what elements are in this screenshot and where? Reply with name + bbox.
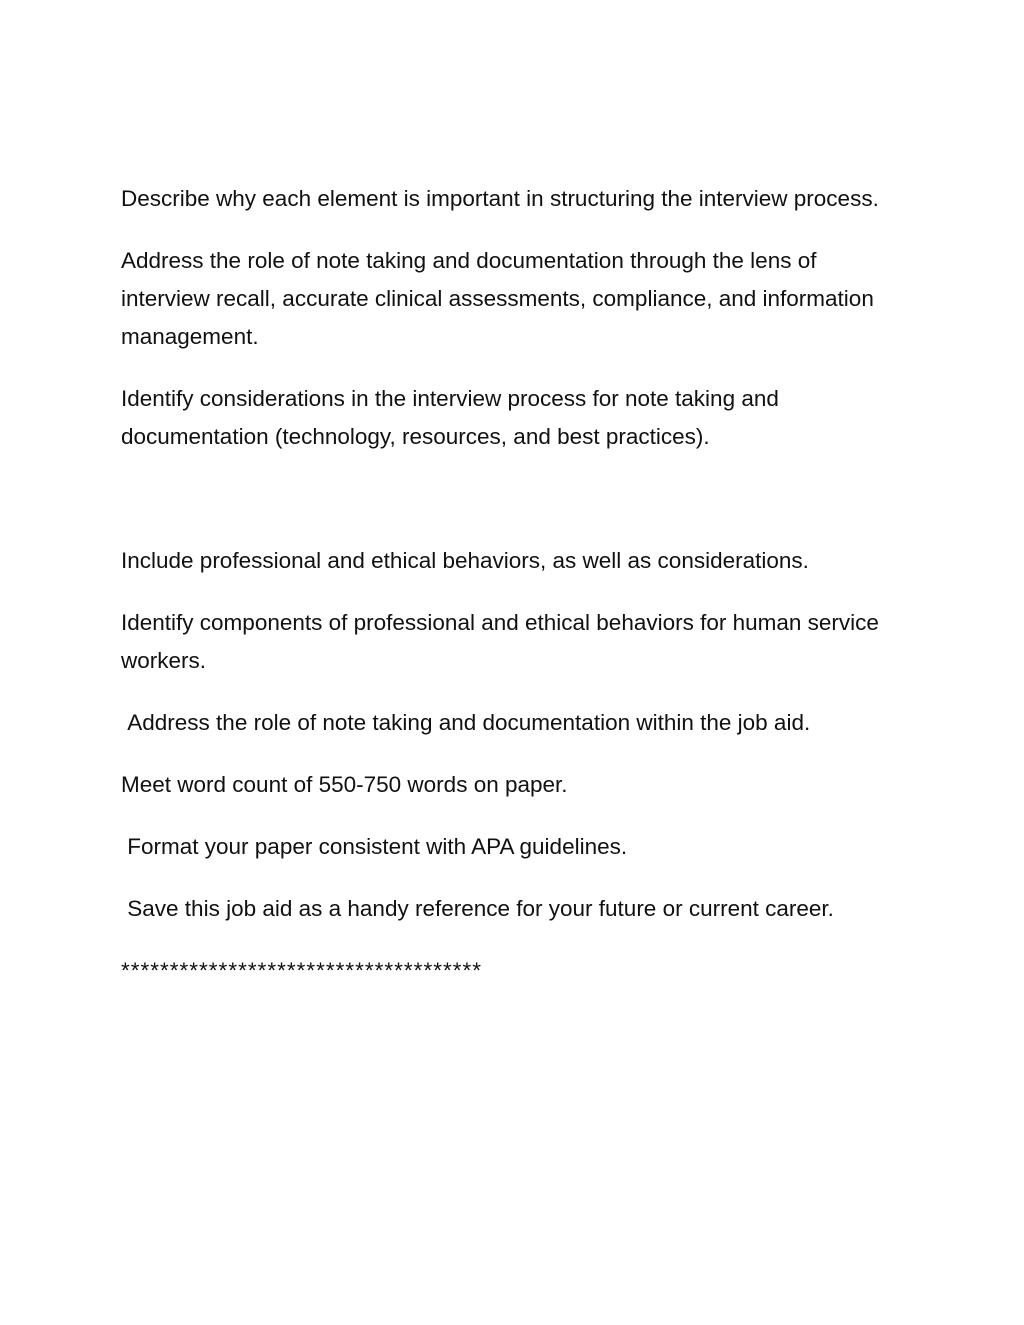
instruction-note-taking-role: Address the role of note taking and documentation through the lens of interview recall, accurate clinical assessments, compliance, and information management. bbox=[121, 248, 881, 349]
instruction-describe-elements: Describe why each element is important in structuring the interview process. bbox=[121, 186, 879, 211]
instruction-identify-considerations: Identify considerations in the interview process for note taking and documentation (technology, resources, and best practices). bbox=[121, 386, 786, 449]
instruction-job-aid-note-taking: Address the role of note taking and documentation within the job aid. bbox=[121, 710, 811, 735]
instruction-word-count: Meet word count of 550-750 words on paper. bbox=[121, 772, 568, 797]
instruction-identify-components: Identify components of professional and ethical behaviors for human service workers. bbox=[121, 610, 886, 673]
asterisk-separator: ************************************* bbox=[121, 958, 482, 983]
paragraph-gap bbox=[121, 480, 911, 542]
instruction-apa-format: Format your paper consistent with APA guidelines. bbox=[121, 834, 628, 859]
instruction-save-job-aid: Save this job aid as a handy reference for your future or current career. bbox=[121, 896, 834, 921]
document-body bbox=[121, 180, 911, 990]
instruction-professional-ethical: Include professional and ethical behaviors, as well as considerations. bbox=[121, 548, 809, 573]
